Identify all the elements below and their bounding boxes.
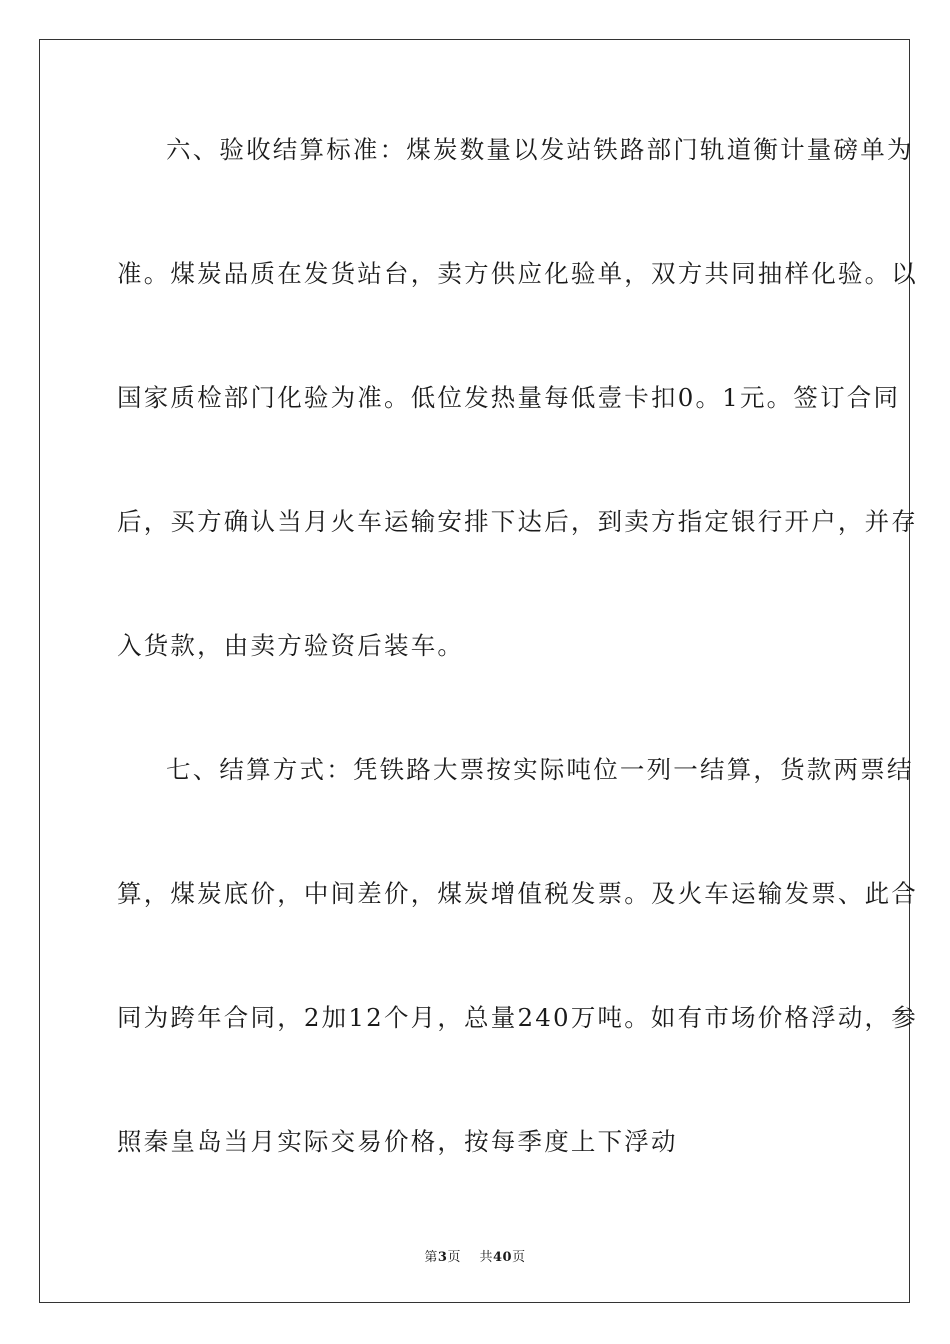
- page-prefix: 第: [424, 1250, 438, 1265]
- page-current: 3: [437, 1250, 448, 1265]
- paragraph-7-line-2: 算，煤炭底价，中间差价，煤炭增值税发票。及火车运输发票、此合: [117, 879, 918, 908]
- page-footer: [0, 1246, 950, 1265]
- paragraph-6-line-3: 国家质检部门化验为准。低位发热量每低壹卡扣0。1元。签订合同: [117, 383, 901, 412]
- page-suffix: 页: [447, 1250, 461, 1265]
- page-total: 40: [493, 1250, 513, 1265]
- paragraph-7-line-4: 照秦皇岛当月实际交易价格，按每季度上下浮动: [117, 1127, 678, 1156]
- document-body: [117, 120, 918, 1236]
- paragraph-6-line-2: 准。煤炭品质在发货站台，卖方供应化验单，双方共同抽样化验。以: [117, 259, 918, 288]
- paragraph-6-line-4: 后，买方确认当月火车运输安排下达后，到卖方指定银行开户，并存: [117, 507, 918, 536]
- paragraph-6-line-1: 六、验收结算标准：煤炭数量以发站铁路部门轨道衡计量磅单为: [166, 135, 914, 164]
- total-prefix: 共: [479, 1250, 493, 1265]
- paragraph-7-line-1: 七、结算方式：凭铁路大票按实际吨位一列一结算，货款两票结: [166, 755, 914, 784]
- paragraph-7-line-3: 同为跨年合同，2加12个月，总量240万吨。如有市场价格浮动，参: [117, 1003, 918, 1032]
- total-suffix: 页: [512, 1250, 526, 1265]
- paragraph-6-line-5: 入货款，由卖方验资后装车。: [117, 631, 465, 660]
